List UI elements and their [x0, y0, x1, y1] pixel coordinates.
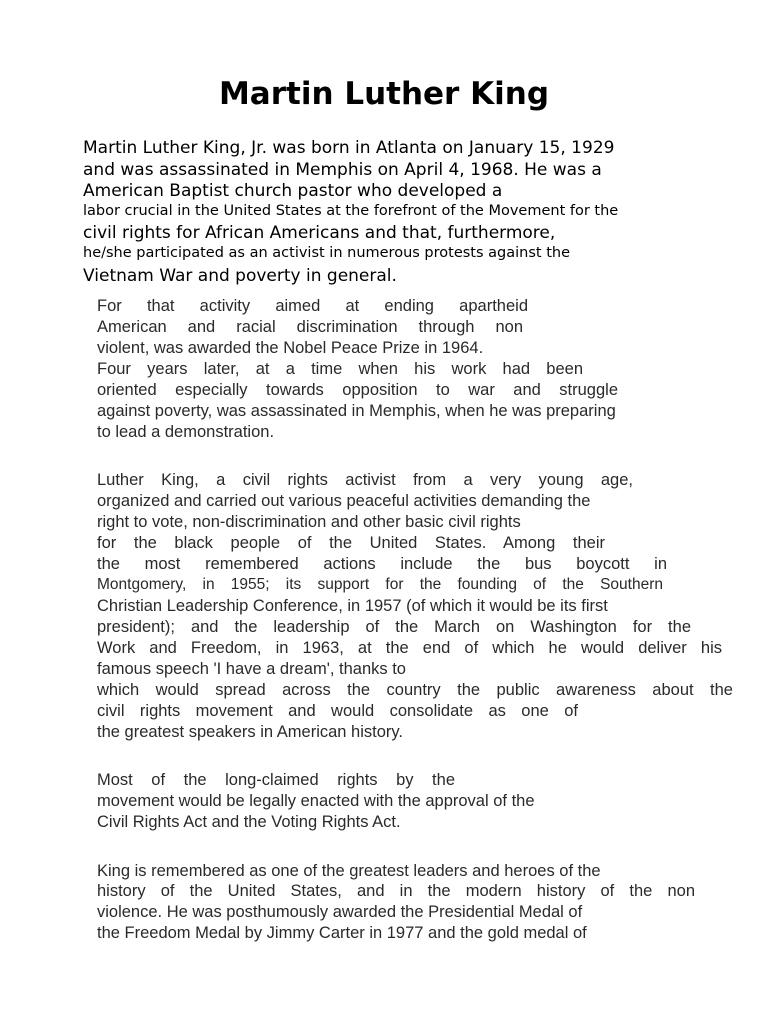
paragraph-line: American and racial discrimination through non: [97, 318, 523, 336]
page-title: Martin Luther King: [218, 76, 550, 112]
paragraph-line: For that activity aimed at ending apartheid: [97, 297, 528, 315]
intro-line: Martin Luther King, Jr. was born in Atlanta on January 15, 1929: [83, 138, 615, 158]
paragraph-line: Four years later, at a time when his work had been: [97, 360, 583, 378]
paragraph-line: history of the United States, and in the modern history of the non: [97, 882, 695, 900]
paragraph-line: Montgomery, in 1955; its support for the founding of the Southern: [97, 576, 663, 593]
paragraph-line: right to vote, non-discrimination and other basic civil rights: [97, 513, 521, 531]
paragraph-line: against poverty, was assassinated in Memphis, when he was preparing: [97, 402, 616, 420]
paragraph-line: civil rights movement and would consolidate as one of: [97, 702, 578, 720]
intro-line: labor crucial in the United States at the forefront of the Movement for the: [83, 203, 619, 219]
paragraph-line: the greatest speakers in American history.: [97, 723, 404, 741]
paragraph-line: famous speech 'I have a dream', thanks to: [97, 660, 406, 678]
paragraph-line: for the black people of the United States. Among their: [97, 534, 605, 552]
paragraph-line: movement would be legally enacted with the approval of the: [97, 792, 535, 810]
paragraph-line: organized and carried out various peaceful activities demanding the: [97, 492, 591, 510]
paragraph-line: Civil Rights Act and the Voting Rights Act.: [97, 813, 401, 831]
paragraph-line: King is remembered as one of the greatest leaders and heroes of the: [97, 862, 601, 880]
intro-line: and was assassinated in Memphis on April 4, 1968. He was a: [83, 160, 602, 180]
intro-line: he/she participated as an activist in numerous protests against the: [83, 245, 570, 261]
paragraph-line: violence. He was posthumously awarded the Presidential Medal of: [97, 903, 583, 921]
paragraph-line: Christian Leadership Conference, in 1957 (of which it would be its first: [97, 597, 608, 615]
intro-line: American Baptist church pastor who developed a: [83, 181, 503, 201]
paragraph-line: the Freedom Medal by Jimmy Carter in 1977 and the gold medal of: [97, 924, 587, 942]
paragraph-line: oriented especially towards opposition to war and struggle: [97, 381, 618, 399]
paragraph-line: Most of the long-claimed rights by the: [97, 771, 455, 789]
paragraph-line: president); and the leadership of the March on Washington for the: [97, 618, 691, 636]
intro-line: Vietnam War and poverty in general.: [83, 266, 397, 286]
paragraph-line: to lead a demonstration.: [97, 423, 275, 441]
paragraph-line: which would spread across the country the public awareness about the: [97, 681, 733, 699]
paragraph-line: Luther King, a civil rights activist from a very young age,: [97, 471, 633, 489]
paragraph-line: Work and Freedom, in 1963, at the end of which he would deliver his: [97, 639, 722, 657]
paragraph-line: the most remembered actions include the bus boycott in: [97, 555, 667, 573]
intro-line: civil rights for African Americans and that, furthermore,: [83, 223, 556, 243]
paragraph-line: violent, was awarded the Nobel Peace Prize in 1964.: [97, 339, 484, 357]
